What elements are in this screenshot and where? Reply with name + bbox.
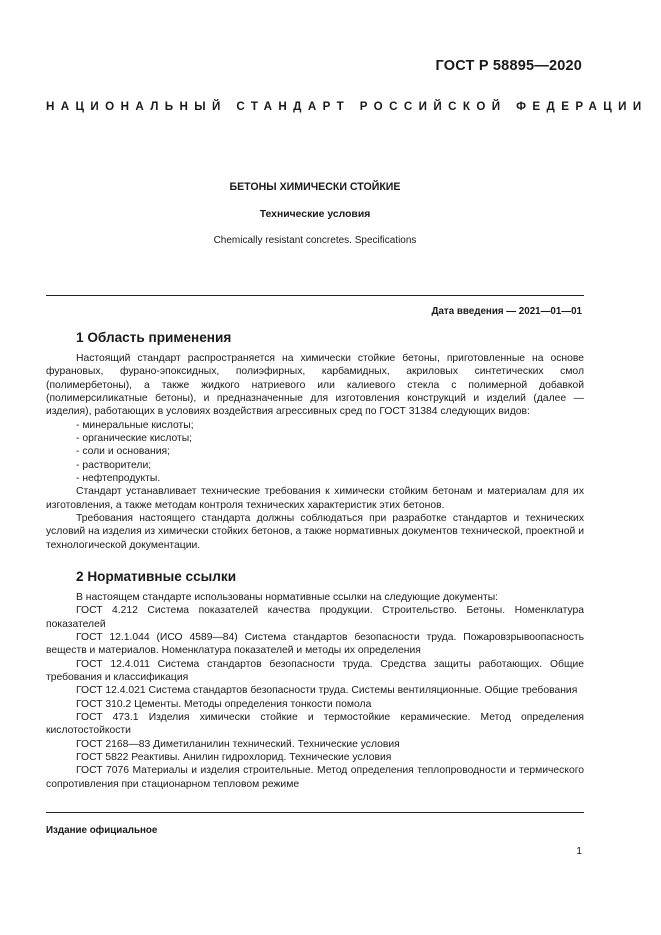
reference-item: ГОСТ 473.1 Изделия химически стойкие и термостойкие керамические. Метод определения кислотостойкости xyxy=(46,712,584,737)
standard-number: ГОСТ Р 58895—2020 xyxy=(435,58,582,74)
section-1-body xyxy=(46,352,584,552)
national-standard-banner: НАЦИОНАЛЬНЫЙ СТАНДАРТ РОССИЙСКОЙ ФЕДЕРАЦИИ xyxy=(46,100,648,113)
footer-divider xyxy=(46,812,584,813)
introduction-date: Дата введения — 2021—01—01 xyxy=(431,306,582,317)
document-title: БЕТОНЫ ХИМИЧЕСКИ СТОЙКИЕ xyxy=(229,181,401,193)
section-2-body xyxy=(46,591,584,791)
paragraph: В настоящем стандарте использованы нормативные ссылки на следующие документы: xyxy=(76,592,499,603)
english-title: Chemically resistant concretes. Specifications xyxy=(213,235,417,246)
title-divider xyxy=(46,295,584,296)
list-item: - нефтепродукты. xyxy=(76,473,161,485)
section-1-heading: 1 Область применения xyxy=(76,330,232,345)
document-subtitle: Технические условия xyxy=(259,209,371,220)
reference-item: ГОСТ 2168—83 Диметиланилин технический. Технические условия xyxy=(76,738,400,750)
reference-item: ГОСТ 12.1.044 (ИСО 4589—84) Система стандартов безопасности труда. Пожаровзрывоопасность веществ и материалов. Номенклатура показателей и методы их определения xyxy=(46,632,584,657)
list-item: - растворители; xyxy=(76,459,152,471)
reference-item: ГОСТ 7076 Материалы и изделия строительные. Метод определения теплопроводности и термического сопротивления при стационарном тепловом режиме xyxy=(46,765,584,790)
list-item: - минеральные кислоты; xyxy=(76,419,194,431)
paragraph: Стандарт устанавливает технические требования к химически стойким бетонам и материалам для их изготовления, а также методам контроля технических характеристик этих бетонов. xyxy=(46,486,584,511)
edition-label: Издание официальное xyxy=(46,825,158,836)
list-item: - соли и основания; xyxy=(76,446,170,458)
paragraph: Требования настоящего стандарта должны соблюдаться при разработке стандартов и технических условий на изделия из химически стойких бетонов, а также нормативных документов технической, проектной и технологической документации. xyxy=(46,513,584,551)
paragraph: Настоящий стандарт распространяется на химически стойкие бетоны, приготовленные на основе фурановых, фурано-эпоксидных, полиэфирных, карбамидных, акриловых синтетических смол (полимербетоны), а также жидкого натриевого или калиевого стекла с полимерной добавкой (полимерсиликатные бетоны), и предназначенные для изготовления конструкций и изделий (далее — изделия), работающих в условиях воздействия агрессивных сред по ГОСТ 31384 следующих видов: xyxy=(46,353,584,418)
reference-item: ГОСТ 4.212 Система показателей качества продукции. Строительство. Бетоны. Номенклатура показателей xyxy=(46,605,584,630)
page-number: 1 xyxy=(576,846,582,857)
list-item: - органические кислоты; xyxy=(76,433,193,445)
section-2-heading: 2 Нормативные ссылки xyxy=(76,569,237,584)
reference-item: ГОСТ 310.2 Цементы. Методы определения тонкости помола xyxy=(76,698,372,710)
reference-item: ГОСТ 12.4.011 Система стандартов безопасности труда. Средства защиты работающих. Общие требования и классификация xyxy=(46,658,584,684)
reference-item: ГОСТ 12.4.021 Система стандартов безопасности труда. Системы вентиляционные. Общие требования xyxy=(76,685,578,697)
reference-item: ГОСТ 5822 Реактивы. Анилин гидрохлорид. Технические условия xyxy=(76,752,392,764)
